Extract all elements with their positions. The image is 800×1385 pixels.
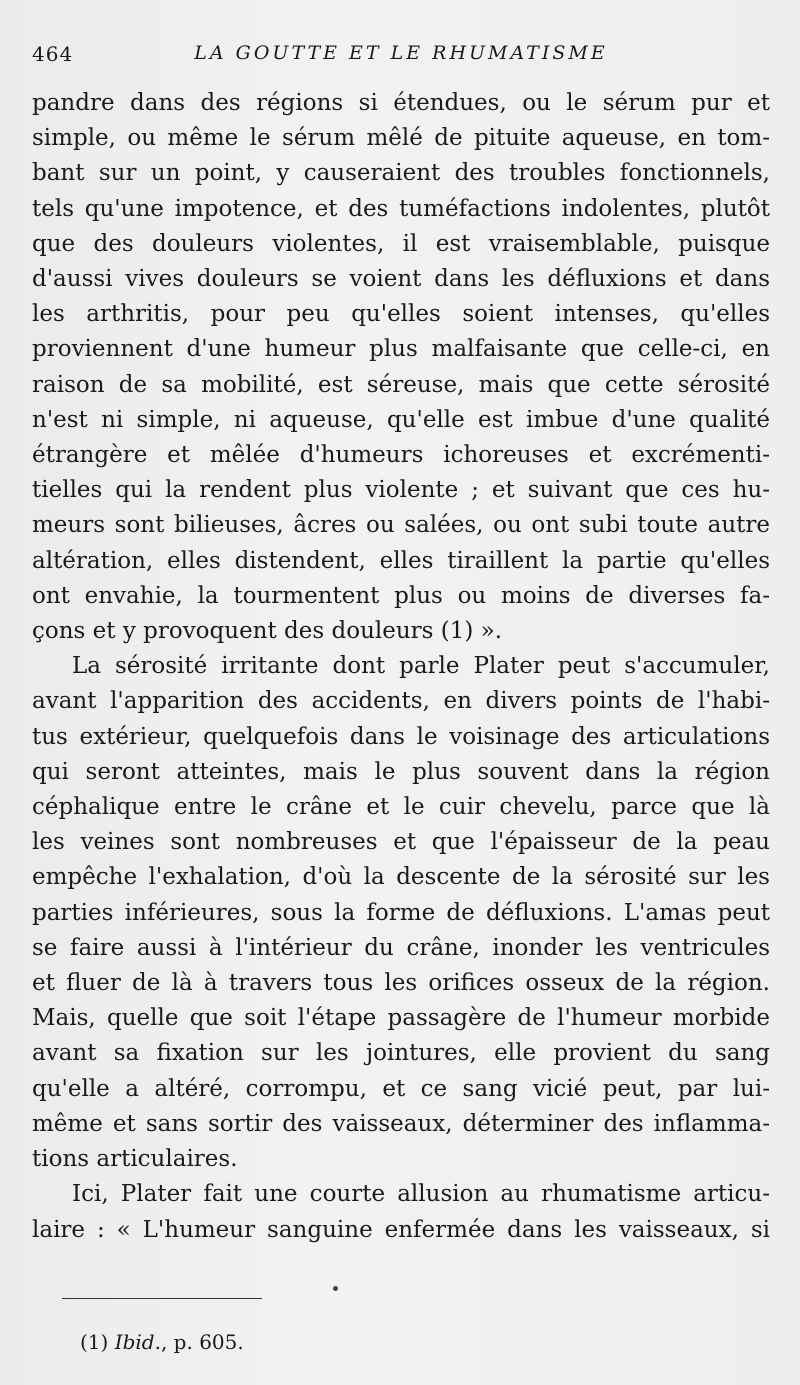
text-line: tels qu'une impotence, et des tuméfactions indolentes, plutôt (32, 195, 770, 222)
footnote-source: Ibid. (114, 1330, 161, 1354)
text-line: çons et y provoquent des douleurs (1) ». (32, 618, 503, 645)
text-line: meurs sont bilieuses, âcres ou salées, ou ont subi toute autre (32, 512, 770, 539)
text-line: proviennent d'une humeur plus malfaisante que celle-ci, en (32, 336, 770, 363)
text-line: d'aussi vives douleurs se voient dans les défluxions et dans (32, 266, 770, 293)
footnote-page: , p. 605. (160, 1330, 244, 1354)
page-number: 464 (32, 42, 74, 66)
text-line: céphalique entre le crâne et le cuir chevelu, parce que là (32, 794, 770, 821)
text-line: La sérosité irritante dont parle Plater peut s'accumuler, (72, 653, 770, 680)
text-line: que des douleurs violentes, il est vraisemblable, puisque (32, 230, 770, 257)
paragraph (32, 649, 770, 1177)
text-line: n'est ni simple, ni aqueuse, qu'elle est imbue d'une qualité (32, 406, 770, 433)
text-line: tus extérieur, quelquefois dans le voisinage des articulations (32, 723, 770, 750)
print-speck (333, 1286, 338, 1291)
paragraph (32, 1177, 770, 1247)
page-header (32, 42, 770, 72)
running-title: LA GOUTTE ET LE RHUMATISME (194, 42, 608, 64)
text-line: bant sur un point, y causeraient des troubles fonctionnels, (32, 160, 770, 187)
text-line: les veines sont nombreuses et que l'épaisseur de la peau (32, 829, 770, 856)
text-line: parties inférieures, sous la forme de défluxions. L'amas peut (32, 899, 770, 926)
footnote (80, 1330, 244, 1354)
footnote-separator (62, 1298, 262, 1299)
text-line: étrangère et mêlée d'humeurs ichoreuses et excrémenti- (32, 442, 770, 469)
text-line: Mais, quelle que soit l'étape passagère de l'humeur morbide (32, 1005, 770, 1032)
text-line: tielles qui la rendent plus violente ; et suivant que ces hu- (32, 477, 770, 504)
text-line: raison de sa mobilité, est séreuse, mais que cette sérosité (32, 371, 770, 398)
paragraph (32, 86, 770, 649)
text-line: ont envahie, la tourmentent plus ou moins de diverses fa- (32, 582, 770, 609)
text-line: simple, ou même le sérum mêlé de pituite aqueuse, en tom- (32, 125, 770, 152)
text-line: les arthritis, pour peu qu'elles soient intenses, qu'elles (32, 301, 770, 328)
text-line: Ici, Plater fait une courte allusion au rhumatisme articu- (72, 1181, 770, 1208)
text-line: avant l'apparition des accidents, en divers points de l'habi- (32, 688, 770, 715)
text-line: empêche l'exhalation, d'où la descente de la sérosité sur les (32, 864, 770, 891)
text-line: même et sans sortir des vaisseaux, déterminer des inflamma- (32, 1110, 770, 1137)
text-line: qu'elle a altéré, corrompu, et ce sang vicié peut, par lui- (32, 1075, 770, 1102)
footnote-marker: (1) (80, 1330, 109, 1354)
text-line: se faire aussi à l'intérieur du crâne, inonder les ventricules (32, 934, 770, 961)
text-line: qui seront atteintes, mais le plus souvent dans la région (32, 758, 770, 785)
body-text (32, 86, 770, 1248)
text-line: avant sa fixation sur les jointures, elle provient du sang (32, 1040, 770, 1067)
text-line: altération, elles distendent, elles tiraillent la partie qu'elles (32, 547, 770, 574)
text-line: et fluer de là à travers tous les orifices osseux de la région. (32, 970, 770, 997)
text-line: pandre dans des régions si étendues, ou le sérum pur et (32, 90, 770, 116)
text-line: laire : « L'humeur sanguine enfermée dans les vaisseaux, si (32, 1216, 770, 1243)
text-line: tions articulaires. (32, 1146, 238, 1173)
